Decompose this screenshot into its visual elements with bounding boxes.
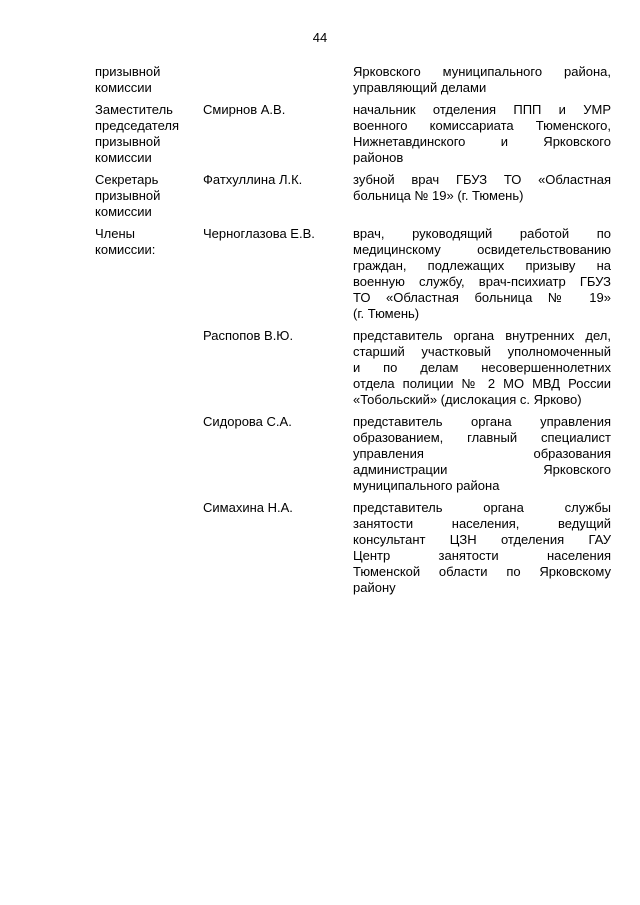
member-position-line: управляющий делами xyxy=(353,80,487,95)
member-role-line: Заместитель xyxy=(95,102,173,117)
member-position-line: медицинскому освидетельствованию xyxy=(353,242,611,257)
member-position-line: ТО «Областная больница № 19» xyxy=(353,290,611,305)
member-position xyxy=(353,328,611,408)
member-row xyxy=(95,414,611,494)
member-row xyxy=(95,328,611,408)
member-position-line: больница № 19» (г. Тюмень) xyxy=(353,188,524,203)
member-role xyxy=(95,500,203,596)
member-role-line: Секретарь xyxy=(95,172,159,187)
member-row xyxy=(95,226,611,322)
member-name: Сидорова С.А. xyxy=(203,414,292,429)
member-position-line: занятости населения, ведущий xyxy=(353,516,611,531)
member-position-line: консультант ЦЗН отделения ГАУ xyxy=(353,532,611,547)
member-name xyxy=(203,64,353,96)
member-position-line: военного комиссариата Тюменского, xyxy=(353,118,611,133)
member-position-line: району xyxy=(353,580,396,595)
member-position-line: врач, руководящий работой по xyxy=(353,226,611,241)
member-position-line: администрации Ярковского xyxy=(353,462,611,477)
member-row xyxy=(95,500,611,596)
member-position xyxy=(353,172,611,220)
member-position-line: зубной врач ГБУЗ ТО «Областная xyxy=(353,172,611,187)
member-role-line: призывной xyxy=(95,64,161,79)
member-position-line: «Тобольский» (дислокация с. Ярково) xyxy=(353,392,582,407)
member-position-line: и по делам несовершеннолетних xyxy=(353,360,611,375)
member-position-line: Тюменской области по Ярковскому xyxy=(353,564,611,579)
member-role xyxy=(95,64,203,96)
member-name: Распопов В.Ю. xyxy=(203,328,294,343)
member-position-line: отдела полиции № 2 МО МВД России xyxy=(353,376,611,391)
member-name: Смирнов А.В. xyxy=(203,102,286,117)
member-position-line: муниципального района xyxy=(353,478,500,493)
member-name: Черноглазова Е.В. xyxy=(203,226,315,241)
member-role-line: призывной xyxy=(95,134,161,149)
member-name: Симахина Н.А. xyxy=(203,500,293,515)
member-position-line: граждан, подлежащих призыву на xyxy=(353,258,611,273)
member-name: Фатхуллина Л.К. xyxy=(203,172,303,187)
member-role-line: комиссии xyxy=(95,80,152,95)
commission-member-list xyxy=(95,64,611,602)
member-position-line: Центр занятости населения xyxy=(353,548,611,563)
member-position xyxy=(353,414,611,494)
member-position-line: Нижнетавдинского и Ярковского xyxy=(353,134,611,149)
member-role xyxy=(95,414,203,494)
member-role xyxy=(95,102,203,166)
member-role-line: комиссии xyxy=(95,150,152,165)
member-position-line: управления образования xyxy=(353,446,611,461)
member-role xyxy=(95,328,203,408)
member-role xyxy=(95,226,203,322)
member-position-line: представитель органа управления xyxy=(353,414,611,429)
page-number: 44 xyxy=(312,30,328,45)
member-row xyxy=(95,172,611,220)
member-position xyxy=(353,64,611,96)
member-role-line: призывной xyxy=(95,188,161,203)
member-position xyxy=(353,500,611,596)
member-row xyxy=(95,102,611,166)
member-position xyxy=(353,102,611,166)
member-position-line: военную службу, врач-психиатр ГБУЗ xyxy=(353,274,611,289)
member-role-line: председателя xyxy=(95,118,180,133)
member-row xyxy=(95,64,611,96)
member-position-line: старший участковый уполномоченный xyxy=(353,344,611,359)
member-position-line: образованием, главный специалист xyxy=(353,430,611,445)
member-position-line: начальник отделения ППП и УМР xyxy=(353,102,611,117)
member-position-line: (г. Тюмень) xyxy=(353,306,420,321)
member-position-line: представитель органа службы xyxy=(353,500,611,515)
member-position-line: представитель органа внутренних дел, xyxy=(353,328,611,343)
member-position-line: Ярковского муниципального района, xyxy=(353,64,611,79)
member-role-line: Члены xyxy=(95,226,136,241)
member-role xyxy=(95,172,203,220)
member-role-line: комиссии xyxy=(95,204,152,219)
member-position xyxy=(353,226,611,322)
member-position-line: районов xyxy=(353,150,404,165)
member-role-line: комиссии: xyxy=(95,242,156,257)
